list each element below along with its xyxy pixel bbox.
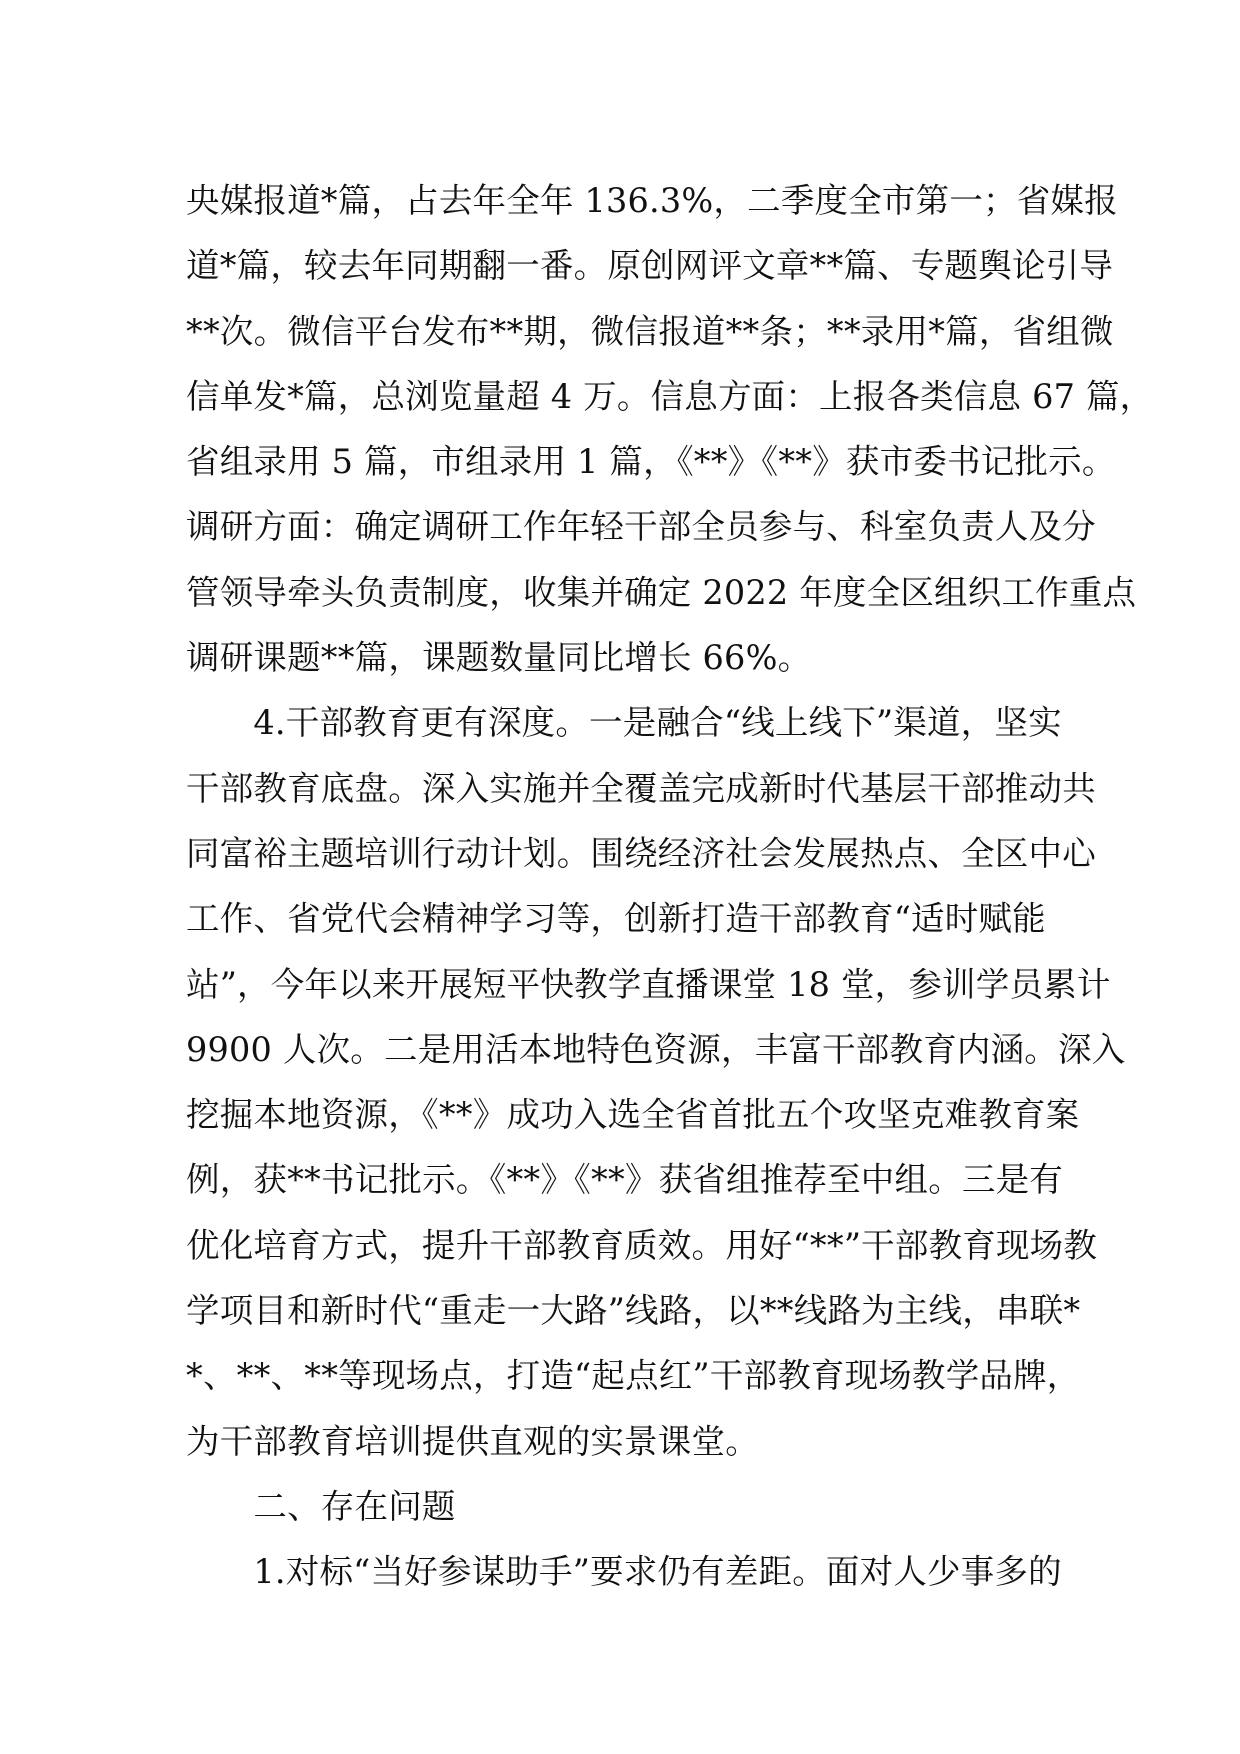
text-line: 调研课题**篇，课题数量同比增长 66%。 [186, 638, 812, 678]
text-line: 学项目和新时代“重走一大路”线路，以**线路为主线，串联* [186, 1291, 1081, 1331]
text-line: 4.干部教育更有深度。一是融合“线上线下”渠道，坚实 [186, 703, 1062, 743]
text-line: 信单发*篇，总浏览量超 4 万。信息方面：上报各类信息 67 篇， [186, 376, 1154, 416]
text-line: 挖掘本地资源，《**》成功入选全省首批五个攻坚克难教育案 [186, 1095, 1080, 1135]
section-heading: 二、存在问题 [186, 1486, 456, 1526]
text-line: 道*篇，较去年同期翻一番。原创网评文章**篇、专题舆论引导 [186, 246, 1114, 286]
text-line: 9900 人次。二是用活本地特色资源，丰富干部教育内涵。深入 [186, 1029, 1126, 1069]
text-line: 优化培育方式，提升干部教育质效。用好“**”干部教育现场教 [186, 1225, 1098, 1265]
text-line: **次。微信平台发布**期，微信报道**条；**录用*篇，省组微 [186, 311, 1114, 351]
text-line: 央媒报道*篇，占去年全年 136.3%，二季度全市第一；省媒报 [186, 181, 1118, 220]
text-line: 站”，今年以来开展短平快教学直播课堂 18 堂，参训学员累计 [186, 964, 1111, 1004]
text-line: 调研方面：确定调研工作年轻干部全员参与、科室负责人及分 [186, 507, 1096, 547]
text-line: 干部教育底盘。深入实施并全覆盖完成新时代基层干部推动共 [186, 768, 1096, 808]
text-line: *、**、**等现场点，打造“起点红”干部教育现场教学品牌， [186, 1356, 1081, 1396]
document-body [186, 168, 1154, 1605]
text-line: 同富裕主题培训行动计划。围绕经济社会发展热点、全区中心 [186, 833, 1096, 873]
text-line: 管领导牵头负责制度，收集并确定 2022 年度全区组织工作重点 [186, 572, 1137, 612]
text-line: 1.对标“当好参谋助手”要求仍有差距。面对人少事多的 [186, 1552, 1062, 1592]
text-line: 例，获**书记批示。《**》《**》获省组推荐至中组。三是有 [186, 1160, 1063, 1200]
text-line: 省组录用 5 篇，市组录用 1 篇，《**》《**》获市委书记批示。 [186, 442, 1116, 482]
text-line: 为干部教育培训提供直观的实景课堂。 [186, 1421, 759, 1461]
text-line: 工作、省党代会精神学习等，创新打造干部教育“适时赋能 [186, 899, 1046, 939]
